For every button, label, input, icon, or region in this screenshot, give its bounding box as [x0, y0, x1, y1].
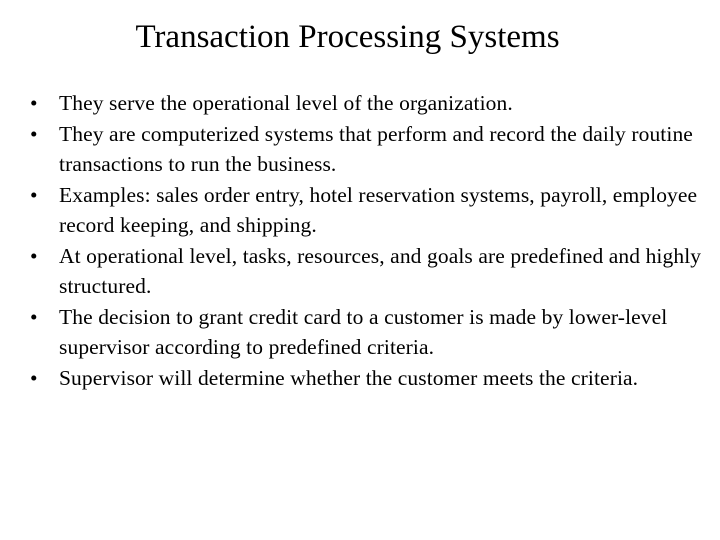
bullet-text: Examples: sales order entry, hotel reservation systems, payroll, employee record keeping, and shipping. [59, 182, 698, 237]
bullet-text: At operational level, tasks, resources, and goals are predefined and highly structured. [59, 243, 702, 298]
bullet-text: They serve the operational level of the organization. [59, 91, 513, 115]
bullet-icon: • [30, 91, 38, 115]
bullet-text: They are computerized systems that perform and record the daily routine transactions to run the business. [59, 121, 693, 176]
slide-title: Transaction Processing Systems [135, 19, 560, 55]
bullet-icon: • [30, 182, 38, 207]
bullet-item-2 [30, 119, 710, 180]
bullet-icon: • [30, 304, 38, 329]
bullet-list [30, 88, 710, 393]
bullet-text: Supervisor will determine whether the customer meets the criteria. [59, 365, 639, 390]
bullet-item-5 [30, 302, 710, 363]
bullet-icon: • [30, 243, 38, 268]
bullet-text: The decision to grant credit card to a customer is made by lower-level supervisor according to predefined criteria. [59, 304, 668, 359]
bullet-icon: • [30, 365, 38, 390]
bullet-item-6 [30, 363, 710, 394]
bullet-item-1 [30, 88, 710, 119]
bullet-item-3 [30, 180, 710, 241]
bullet-item-4 [30, 241, 710, 302]
bullet-icon: • [30, 121, 38, 146]
